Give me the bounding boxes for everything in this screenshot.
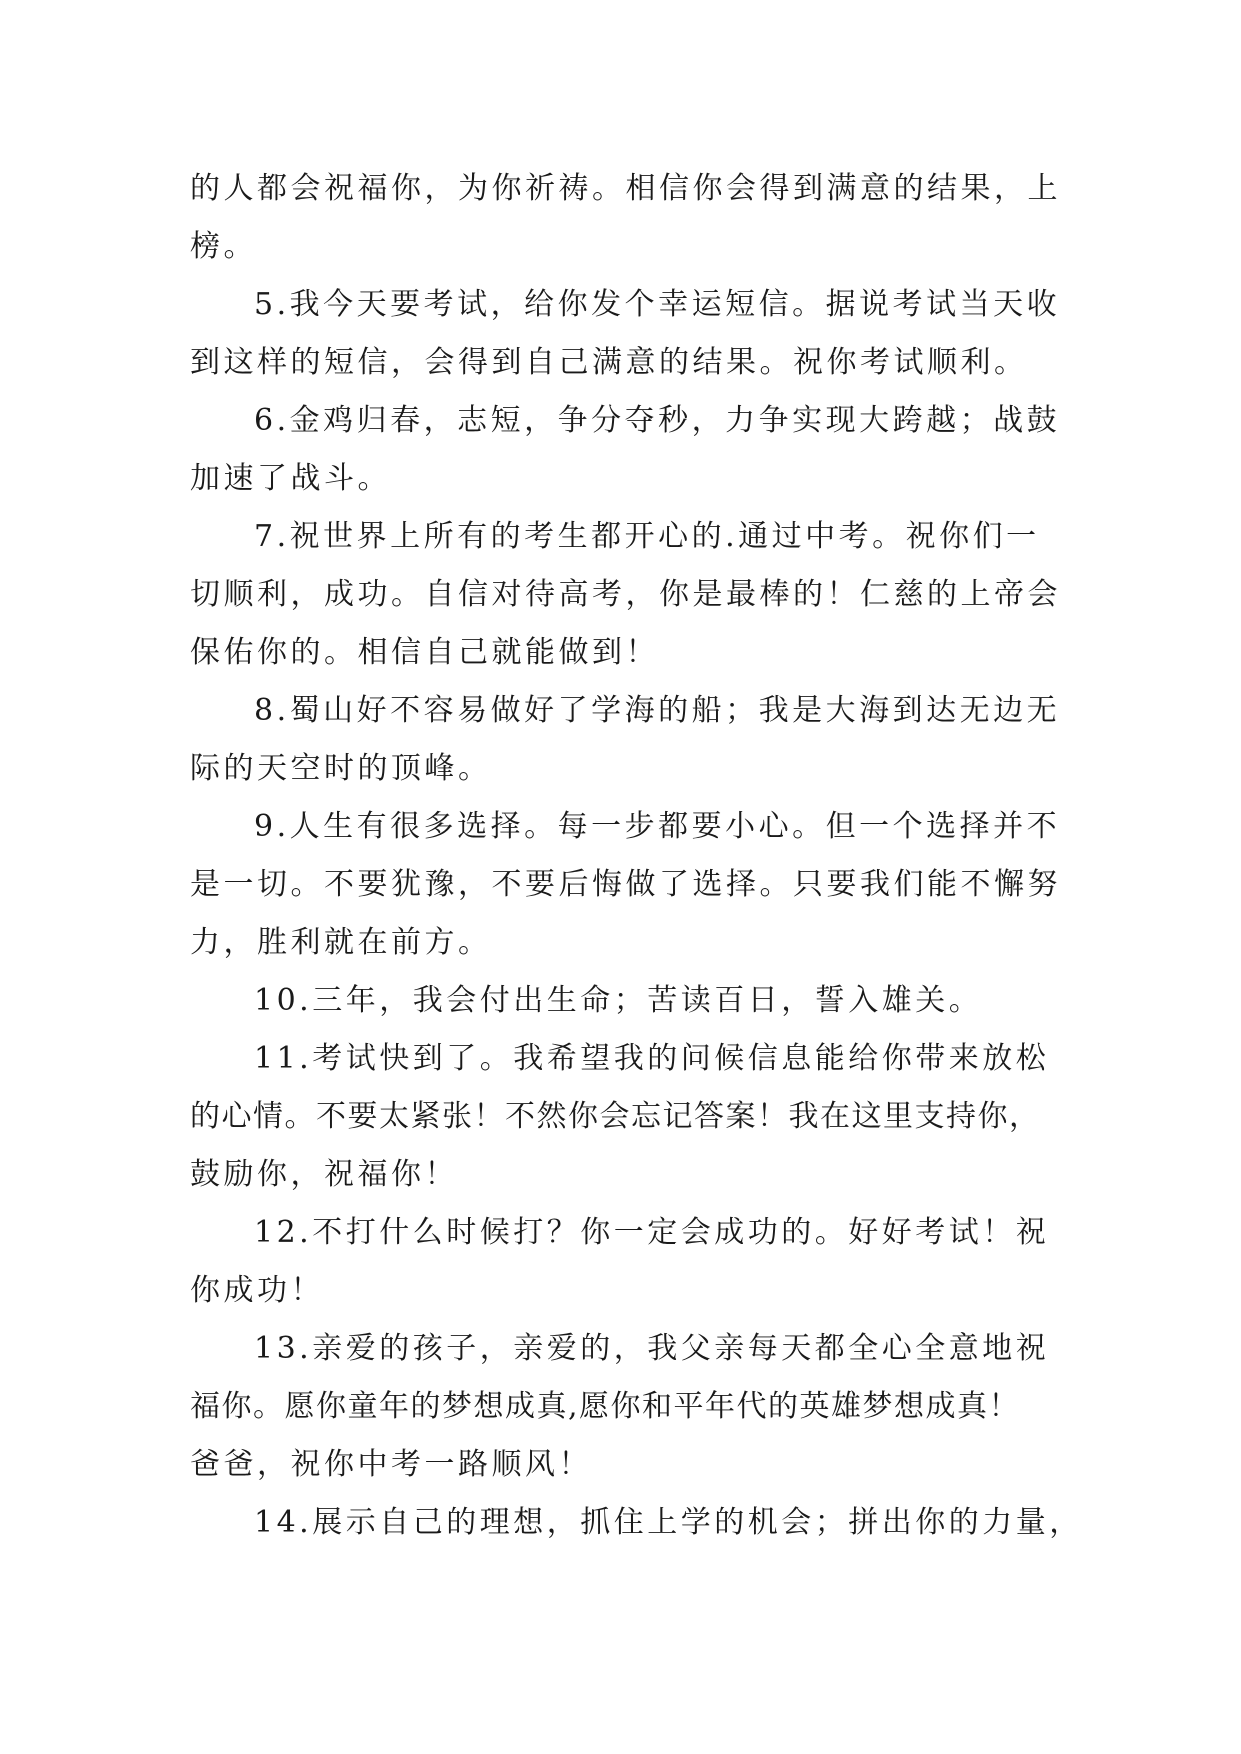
text-line: 鼓励你，祝福你！ bbox=[190, 1157, 458, 1192]
text-line: 际的天空时的顶峰。 bbox=[190, 751, 492, 786]
text-line: 的人都会祝福你，为你祈祷。相信你会得到满意的结果，上 bbox=[190, 171, 1061, 206]
paragraph-8-start: 8.蜀山好不容易做好了学海的船；我是大海到达无边无 bbox=[254, 693, 1061, 728]
text-line: 福你。愿你童年的梦想成真,愿你和平年代的英雄梦想成真！ bbox=[190, 1389, 1021, 1424]
text-line: 力，胜利就在前方。 bbox=[190, 925, 492, 960]
document-body bbox=[190, 160, 1083, 1552]
text-line: 是一切。不要犹豫，不要后悔做了选择。只要我们能不懈努 bbox=[190, 867, 1061, 902]
paragraph-13-start: 13.亲爱的孩子，亲爱的，我父亲每天都全心全意地祝 bbox=[254, 1331, 1050, 1366]
paragraph-10-start: 10.三年，我会付出生命；苦读百日，誓入雄关。 bbox=[254, 983, 983, 1018]
text-line: 加速了战斗。 bbox=[190, 461, 391, 496]
paragraph-9-start: 9.人生有很多选择。每一步都要小心。但一个选择并不 bbox=[254, 809, 1061, 844]
text-line: 你成功！ bbox=[190, 1273, 324, 1308]
paragraph-11-start: 11.考试快到了。我希望我的问候信息能给你带来放松 bbox=[254, 1041, 1050, 1076]
text-line: 榜。 bbox=[190, 229, 257, 264]
text-line: 的心情。不要太紧张！不然你会忘记答案！我在这里支持你， bbox=[190, 1099, 1041, 1134]
paragraph-5-start: 5.我今天要考试，给你发个幸运短信。据说考试当天收 bbox=[254, 287, 1061, 322]
paragraph-7-start: 7.祝世界上所有的考生都开心的.通过中考。祝你们一 bbox=[254, 519, 1040, 554]
text-line: 爸爸，祝你中考一路顺风！ bbox=[190, 1447, 592, 1482]
paragraph-14-start: 14.展示自己的理想，抓住上学的机会；拼出你的力量， bbox=[254, 1505, 1083, 1540]
text-line: 保佑你的。相信自己就能做到！ bbox=[190, 635, 659, 670]
text-line: 切顺利，成功。自信对待高考，你是最棒的！仁慈的上帝会 bbox=[190, 577, 1061, 612]
text-line: 到这样的短信，会得到自己满意的结果。祝你考试顺利。 bbox=[190, 345, 1028, 380]
paragraph-12-start: 12.不打什么时候打？你一定会成功的。好好考试！祝 bbox=[254, 1215, 1050, 1250]
paragraph-6-start: 6.金鸡归春，志短，争分夺秒，力争实现大跨越；战鼓 bbox=[254, 403, 1061, 438]
